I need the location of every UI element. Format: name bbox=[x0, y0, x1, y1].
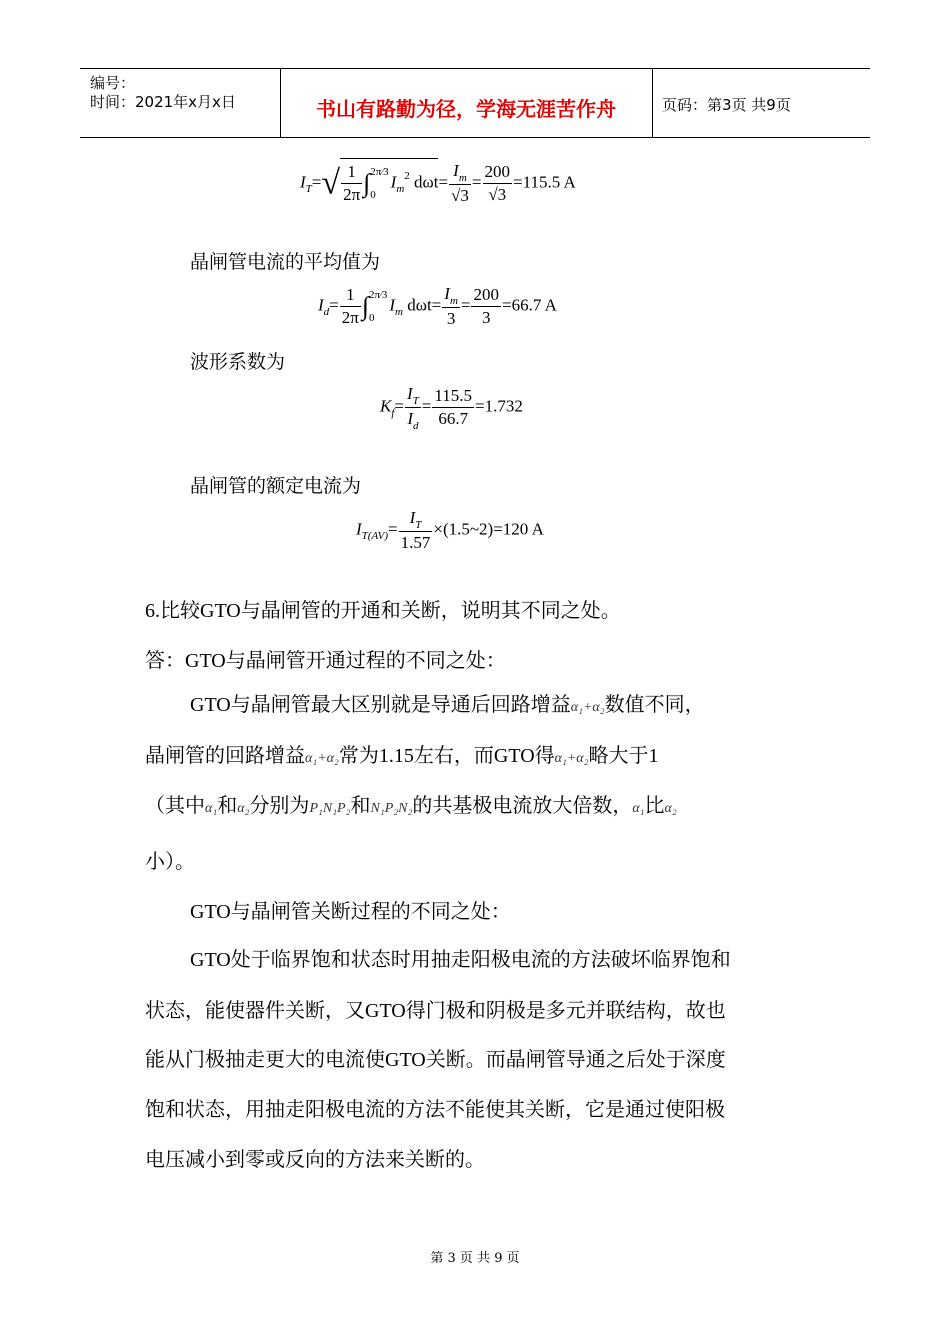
id-r2-num: 200 bbox=[471, 284, 501, 307]
kf-f1-den-sub: d bbox=[412, 420, 419, 432]
it-r2-den: √3 bbox=[488, 185, 507, 204]
date-label: 时间：2021年x月x日 bbox=[90, 93, 236, 111]
formula-id-avg: $I_d=$ $\frac{1}{2\pi}$ ∫ 2π⁄3 0 $I_m$ dωt= $\frac{I_m}{3}$ = $\frac{200}{3}$ =66.7 A bbox=[318, 284, 557, 328]
id-r2 bbox=[471, 284, 501, 329]
para2 bbox=[145, 739, 659, 768]
id-integral-sign: ∫ bbox=[361, 291, 369, 321]
answer-intro: 答：GTO与晶闸管开通过程的不同之处： bbox=[145, 650, 506, 672]
it-integrand-sub: m bbox=[396, 183, 405, 196]
it-r2 bbox=[483, 161, 513, 206]
alpha1: α₁ bbox=[205, 801, 218, 816]
it-frac-num: 1 bbox=[341, 161, 362, 184]
id-limits bbox=[369, 288, 387, 326]
off-line-5: 电压减小到零或反向的方法来关断的。 bbox=[145, 1149, 485, 1171]
sqrt-body bbox=[340, 158, 438, 206]
id-frac-num: 1 bbox=[340, 284, 361, 307]
it-lower: 0 bbox=[370, 188, 376, 201]
formula-it-rms: $I_T=√$ $\frac{1}{2\pi}$ ∫ 2π⁄3 0 $I_m^2$ dωt= $\frac{I_m}{√3}$ = $\frac{200}{√3}$ =115.5 A bbox=[300, 158, 576, 207]
it-frac bbox=[341, 161, 362, 206]
para2-text-a: 晶闸管的回路增益 bbox=[145, 745, 305, 767]
itav-lhs-sub: T(AV) bbox=[361, 530, 389, 543]
alpha-sum: α₁+α₂ bbox=[570, 700, 605, 715]
itav-num: I bbox=[409, 508, 416, 527]
header-meta-cell bbox=[80, 69, 281, 137]
kf-f1-den: I bbox=[407, 409, 413, 428]
id-r1-num: I bbox=[444, 284, 450, 303]
kf-lhs: K bbox=[380, 396, 392, 416]
it-r1-num-sub: m bbox=[458, 172, 467, 184]
kf-f2 bbox=[432, 385, 474, 430]
para1-text-b: 数值不同， bbox=[604, 694, 705, 716]
it-limits bbox=[370, 165, 388, 203]
formula-it-av: $I_{T(AV)}=$ $\frac{I_T}{1.57}$ ×(1.5~2)=120 A bbox=[356, 508, 544, 552]
alpha2: α₂ bbox=[664, 801, 677, 816]
id-r1 bbox=[442, 283, 460, 330]
para3-text-f: 比 bbox=[644, 795, 665, 817]
itav-den: 1.57 bbox=[400, 533, 431, 552]
it-r1-num: I bbox=[453, 161, 459, 180]
it-integrand: I bbox=[390, 172, 397, 192]
id-r2-den: 3 bbox=[481, 308, 491, 327]
it-lhs: I bbox=[300, 172, 306, 192]
id-frac-den: 2π bbox=[341, 308, 359, 327]
it-frac-den: 2π bbox=[343, 185, 361, 204]
it-dwt: dωt bbox=[414, 172, 439, 192]
id-frac bbox=[340, 284, 361, 329]
page-header bbox=[80, 68, 870, 138]
para4: 小）。 bbox=[145, 851, 195, 873]
para3-text-c: 分别为 bbox=[249, 795, 310, 817]
kf-result: =1.732 bbox=[475, 396, 523, 416]
id-upper: 2π⁄3 bbox=[368, 288, 388, 301]
off-line-2: 状态，能使器件关断，又GTO得门极和阴极是多元并联结构，故也 bbox=[145, 1000, 726, 1022]
page-footer: 第 3 页 共 9 页 bbox=[430, 1251, 520, 1266]
it-integrand-sup: 2 bbox=[404, 170, 410, 183]
para3-text-d: 和 bbox=[350, 795, 371, 817]
number-label: 编号： bbox=[90, 74, 136, 92]
itav-result: ×(1.5~2)=120 A bbox=[433, 519, 544, 539]
alpha-sum: α₁+α₂ bbox=[305, 751, 339, 766]
para1-text-a: GTO与晶闸管最大区别就是导通后回路增益 bbox=[190, 694, 571, 716]
off-title: GTO与晶闸管关断过程的不同之处： bbox=[190, 901, 511, 923]
question-6: 6.比较GTO与晶闸管的开通和关断，说明其不同之处。 bbox=[145, 600, 621, 622]
it-lhs-sub: T bbox=[305, 183, 312, 196]
it-result: =115.5 A bbox=[513, 172, 576, 192]
para3-text-a: （其中 bbox=[145, 795, 205, 817]
alpha1: α₁ bbox=[632, 801, 645, 816]
id-lhs-sub: d bbox=[323, 306, 330, 319]
itav-lhs: I bbox=[356, 519, 362, 539]
it-r2-num: 200 bbox=[483, 161, 513, 184]
avg-label: 晶闸管电流的平均值为 bbox=[190, 251, 381, 273]
kf-f1-num-sub: T bbox=[412, 395, 419, 407]
kf-f2-den: 66.7 bbox=[438, 409, 469, 428]
alpha-sum: α₁+α₂ bbox=[554, 751, 589, 766]
id-r1-num-sub: m bbox=[449, 295, 458, 307]
itav-num-sub: T bbox=[415, 519, 422, 531]
id-lower: 0 bbox=[368, 311, 375, 324]
integral-sign: ∫ bbox=[363, 168, 371, 198]
off-line-3: 能从门极抽走更大的电流使GTO关断。而晶闸管导通之后处于深度 bbox=[145, 1049, 726, 1071]
id-integrand-sub: m bbox=[395, 306, 403, 319]
header-page-info: 页码：第3页 共9页 bbox=[662, 96, 791, 114]
id-lhs: I bbox=[318, 295, 324, 315]
pnp-structure: P₁N₁P₂ bbox=[309, 801, 351, 816]
itav-frac bbox=[399, 507, 433, 554]
rated-label: 晶闸管的额定电流为 bbox=[190, 475, 362, 497]
para2-text-b: 常为1.15左右，而GTO得 bbox=[338, 745, 555, 767]
kf-f1-num: I bbox=[407, 384, 413, 403]
header-motto-cell bbox=[280, 69, 653, 137]
para3-text-e: 的共基极电流放大倍数， bbox=[412, 795, 633, 817]
off-line-4: 饱和状态，用抽走阳极电流的方法不能使其关断，它是通过使阳极 bbox=[145, 1099, 725, 1121]
para1 bbox=[190, 688, 705, 717]
para3 bbox=[145, 789, 677, 818]
id-result: =66.7 A bbox=[501, 295, 557, 315]
it-r1 bbox=[449, 160, 471, 207]
para2-text-c: 略大于1 bbox=[588, 745, 659, 767]
it-r1-den: √3 bbox=[451, 186, 469, 205]
motto: 书山有路勤为径，学海无涯苦作舟 bbox=[316, 97, 616, 121]
formula-kf: $K_f=$ $\frac{I_T}{I_d}$ = $\frac{115.5}{66.7}$ =1.732 bbox=[380, 384, 523, 432]
off-line-1: GTO处于临界饱和状态时用抽走阳极电流的方法破坏临界饱和 bbox=[190, 949, 731, 971]
sqrt-sign: √ bbox=[321, 164, 341, 202]
kf-lhs-sub: f bbox=[391, 407, 395, 420]
it-upper: 2π⁄3 bbox=[370, 165, 389, 178]
para3-text-b: 和 bbox=[217, 795, 238, 817]
kf-f2-num: 115.5 bbox=[432, 385, 474, 408]
npn-structure: N₁P₂N₂ bbox=[370, 801, 413, 816]
id-dwt: dωt bbox=[407, 295, 432, 315]
id-integrand: I bbox=[389, 295, 396, 315]
kf-label: 波形系数为 bbox=[190, 351, 286, 373]
id-r1-den: 3 bbox=[446, 309, 456, 328]
kf-f1 bbox=[405, 383, 421, 432]
alpha2: α₂ bbox=[237, 801, 250, 816]
